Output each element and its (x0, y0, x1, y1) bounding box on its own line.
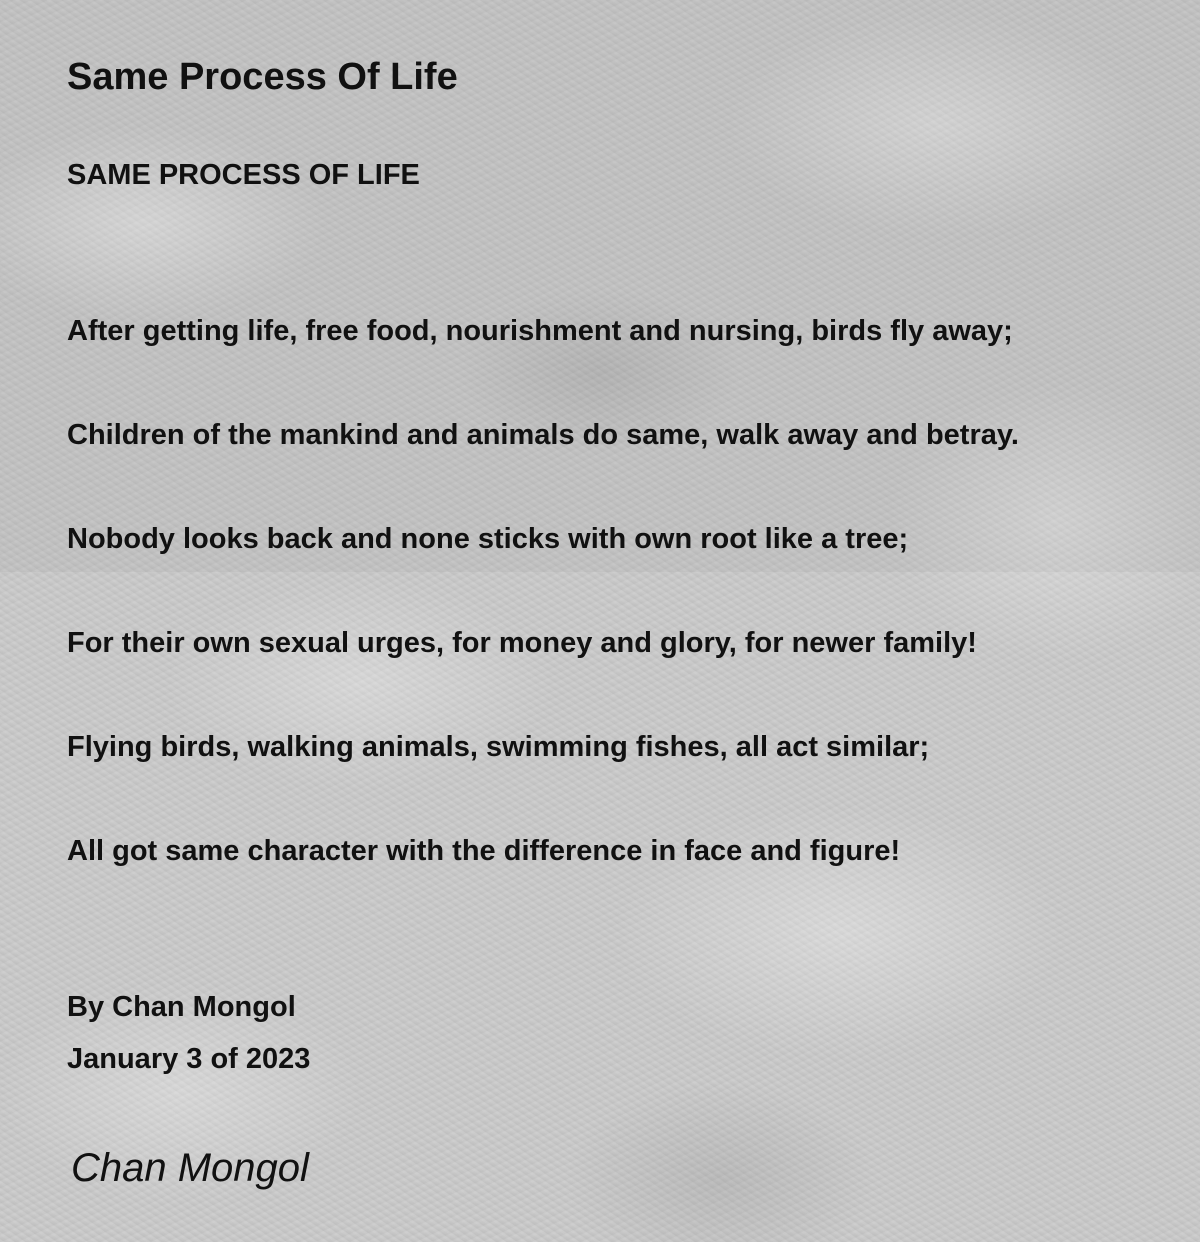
publish-date: January 3 of 2023 (67, 1043, 311, 1075)
poem-line: After getting life, free food, nourishment and nursing, birds fly away; (67, 315, 1013, 347)
poem-line: Children of the mankind and animals do same, walk away and betray. (67, 419, 1019, 451)
poem-title: Same Process Of Life (67, 56, 458, 98)
author-signature: Chan Mongol (71, 1146, 309, 1190)
poem-line: Flying birds, walking animals, swimming fishes, all act similar; (67, 731, 930, 763)
poem-line: All got same character with the difference in face and figure! (67, 835, 901, 867)
author-byline: By Chan Mongol (67, 991, 296, 1023)
poem-heading: SAME PROCESS OF LIFE (67, 159, 420, 191)
poem-line: For their own sexual urges, for money and glory, for newer family! (67, 627, 977, 659)
poem-line: Nobody looks back and none sticks with own root like a tree; (67, 523, 909, 555)
